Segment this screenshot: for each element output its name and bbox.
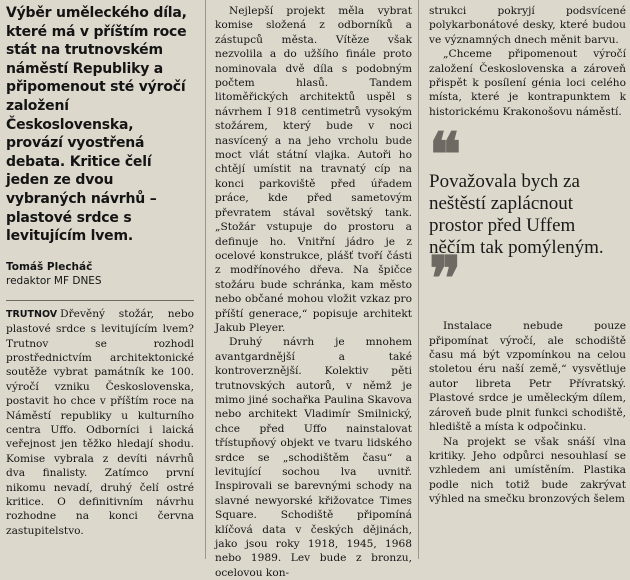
author-name: Tomáš Plecháč: [6, 260, 93, 273]
col3-paragraph-3: Instalace nebude pouze připomínat výročí, ale schodiště času má být vzpomínkou na celou stoletou éru naší země,“ vysvětluje autor libreta Petr Přívratský. Plastové srdce je uměleckým dílem, zároveň bude plnit funkci schodiště, hlediště a místa k odpočinku.: [429, 320, 626, 434]
divider: [6, 300, 194, 301]
column-1: [0, 0, 200, 538]
article-lead: Výběr uměleckého díla, které má v příštím roce stát na trutnovském náměstí Republiky a připomenout sté výročí založení Československa, provází vyostřená debata. Kritice čelí jeden ze dvou vybraných návrhů – plastové srdce s levitujícím lvem.: [6, 5, 187, 245]
col3-paragraph-1: strukci pokryjí podsvícené polykarbonátové desky, které budou ve významných dnech měnit barvu.: [429, 5, 626, 46]
col1-text: Dřevěný stožár, nebo plastové srdce s levitujícím lvem? Trutnov se rozhodl prostřednictvím architektonické soutěže vybrat památník ke 100. výročí vzniku Československa, postavit ho chce v příštím roce na Náměstí republiky u kulturního centra Uffo. Odborníci i laická veřejnost jen těžko hledají shodu. Komise vybrala z devíti návrhů dva finalisty. Zatímco první nikomu nevadí, druhý čelí ostré kritice. O definitivním návrhu rozhodne na konci června zastupitelstvo.: [6, 307, 194, 537]
col1-paragraph: [6, 307, 194, 539]
quote-close-icon: ❞: [429, 244, 462, 315]
column-3: [421, 0, 630, 507]
pull-quote: [429, 120, 626, 315]
col3-paragraph-4: Na projekt se však snáší vlna kritiky. Jeho odpůrci nesouhlasí se vzhledem ani umístěním. Plastika podle nich totiž bude zakrývat výhled na smečku bronzových šelem: [429, 435, 626, 506]
col2-paragraph-2: Druhý návrh je mnohem avantgardnější a také kontroverznější. Kolektiv pěti trutnovských autorů, v němž je mimo jiné sochařka Paulina Skavova nebo architekt Vladimír Smilnický, chce před Uffo nainstalovat třístupňový objekt ve tvaru lidského srdce se „schodištěm času“ a levitující sochou lva uvnitř. Inspirovali se barevnými schody na slavné newyorské křižovatce Times Square. Schodiště připomíná klíčová data v českých dějinách, jako jsou roky 1918, 1945, 1968 nebo 1989. Lev bude z bronzu, ocelovou kon-: [215, 336, 412, 579]
col3-paragraph-2: „Chceme připomenout výročí založení Československa a zároveň přispět k posílení génia loci celého místa, které je kontrapunktem k historickému Krakonošovu náměstí.: [429, 48, 626, 118]
author-block: [6, 260, 194, 288]
col2-paragraph-1: Nejlepší projekt měla vybrat komise složená z odborníků a zástupců města. Vítěze však nezvolila a do užšího finále proto nominovala dvě díla s podobným počtem hlasů. Tandem litoměřických architektů uspěl s návrhem I 918 centimetrů vysokým stožárem, který bude v noci nasvícený a na jeho vrcholu bude moct vlát státní vlajka. Autoři ho chtějí umístit na travnatý cíp na konci parkoviště před úřadem práce, kde před sametovým převratem stával sovětský tank. „Stožár vstupuje do prostoru a definuje ho. Vnitřní jádro je z ocelové konstrukce, plášť tvoří části z modřínového dřeva. Na špičce stožáru bude schránka, kam město nebo občané mohou vložit vzkaz pro příští generace,“ popisuje architekt Jakub Pleyer.: [215, 5, 412, 334]
quote-open-icon: ❝: [429, 120, 462, 191]
column-2: [211, 0, 416, 580]
dateline: TRUTNOV: [6, 308, 58, 320]
pull-quote-text: Považovala bych za neštěstí zaplácnout prostor před Uffem něčím tak pomýleným.: [429, 171, 604, 259]
author-role: redaktor MF DNES: [6, 274, 102, 287]
